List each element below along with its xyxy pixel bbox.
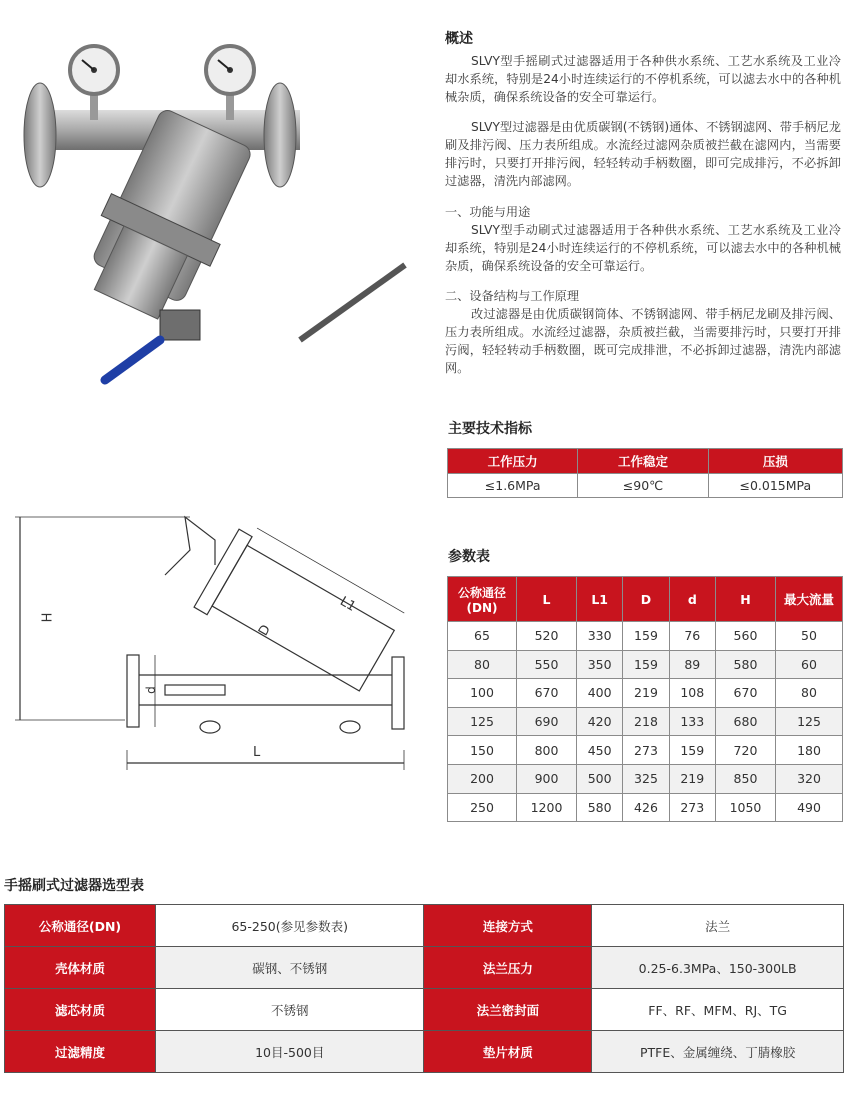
product-photo — [10, 40, 430, 400]
dim-label-L1: L1 — [337, 594, 359, 615]
table-cell: 450 — [577, 736, 623, 765]
section-2-title: 二、设备结构与工作原理 — [445, 289, 580, 303]
table-cell: 420 — [577, 707, 623, 736]
table-cell: 690 — [517, 707, 577, 736]
selection-label: 连接方式 — [424, 905, 592, 947]
table-cell: 89 — [669, 650, 715, 679]
section-1-body: SLVY型手动刷式过滤器适用于各种供水系统、工艺水系统及工业冷却系统，特别是24小时连续运行的不停机系统，可以滤去水中的各种机械杂质，确保系统设备的安全可靠运行。 — [445, 223, 841, 273]
table-cell: 159 — [623, 650, 669, 679]
table-row — [5, 989, 844, 1031]
spec-value-pressure: ≤1.6MPa — [448, 474, 578, 498]
table-cell: 133 — [669, 707, 715, 736]
param-header-dn: 公称通径(DN) — [448, 577, 517, 622]
overview-paragraph-1: SLVY型手摇刷式过滤器适用于各种供水系统、工艺水系统及工业冷却水系统，特别是24小时连续运行的不停机系统，可以滤去水中的各种机械杂质，确保系统设备的安全可靠运行。 — [445, 54, 841, 104]
specs-title: 主要技术指标 — [448, 421, 532, 437]
table-cell: 50 — [776, 622, 843, 651]
table-cell: 250 — [448, 793, 517, 822]
overview-heading: 概述 — [445, 31, 473, 47]
overview-paragraph-2: SLVY型过滤器是由优质碳钢(不锈钢)通体、不锈钢滤网、带手柄尼龙刷及排污阀、压力表所组成。水流经过滤网杂质被拦截在滤网内，当需要排污时，只要打开排污阀，轻轻转动手柄数圈，即可完成排污，不必拆卸过滤器，清洗内部滤网。 — [445, 120, 841, 188]
spec-value-loss: ≤0.015MPa — [708, 474, 842, 498]
table-cell: 219 — [669, 764, 715, 793]
table-cell: 400 — [577, 679, 623, 708]
table-cell: 426 — [623, 793, 669, 822]
table-cell: 580 — [715, 650, 775, 679]
table-cell: 60 — [776, 650, 843, 679]
table-cell: 273 — [669, 793, 715, 822]
table-row — [5, 905, 844, 947]
table-cell: 850 — [715, 764, 775, 793]
table-cell: 80 — [448, 650, 517, 679]
table-row — [448, 650, 843, 679]
dim-label-d: d — [143, 686, 158, 694]
spec-header-pressure: 工作压力 — [448, 449, 578, 474]
table-cell: 320 — [776, 764, 843, 793]
table-cell: 180 — [776, 736, 843, 765]
section-1-title: 一、功能与用途 — [445, 205, 531, 219]
table-cell: 330 — [577, 622, 623, 651]
selection-table — [4, 904, 844, 1073]
table-cell: 350 — [577, 650, 623, 679]
selection-label: 垫片材质 — [424, 1031, 592, 1073]
selection-label: 滤芯材质 — [5, 989, 156, 1031]
selection-value: 0.25-6.3MPa、150-300LB — [592, 947, 844, 989]
spec-header-temp: 工作稳定 — [578, 449, 708, 474]
section-2-body: 改过滤器是由优质碳钢筒体、不锈钢滤网、带手柄尼龙刷及排污阀、压力表所组成。水流经过滤器，杂质被拦截，当需要排污时，只要打开排污阀，轻轻转动手柄数圈，既可完成排泄，不必拆卸过滤器，清洗内部滤网。 — [445, 307, 841, 375]
table-cell: 273 — [623, 736, 669, 765]
table-cell: 670 — [517, 679, 577, 708]
selection-value: 法兰 — [592, 905, 844, 947]
selection-title: 手摇刷式过滤器选型表 — [4, 878, 144, 894]
param-header-d: d — [669, 577, 715, 622]
params-table — [447, 576, 843, 822]
table-row — [448, 622, 843, 651]
selection-label: 过滤精度 — [5, 1031, 156, 1073]
table-row — [448, 679, 843, 708]
param-header-L: L — [517, 577, 577, 622]
selection-label: 公称通径(DN) — [5, 905, 156, 947]
param-header-L1: L1 — [577, 577, 623, 622]
table-row — [448, 736, 843, 765]
table-cell: 670 — [715, 679, 775, 708]
table-cell: 100 — [448, 679, 517, 708]
table-cell: 550 — [517, 650, 577, 679]
table-row — [5, 947, 844, 989]
params-body — [448, 622, 843, 822]
table-cell: 200 — [448, 764, 517, 793]
param-header-D: D — [623, 577, 669, 622]
table-cell: 680 — [715, 707, 775, 736]
table-cell: 125 — [776, 707, 843, 736]
table-cell: 1200 — [517, 793, 577, 822]
table-cell: 560 — [715, 622, 775, 651]
table-cell: 520 — [517, 622, 577, 651]
spec-header-loss: 压损 — [708, 449, 842, 474]
selection-label: 法兰压力 — [424, 947, 592, 989]
table-cell: 219 — [623, 679, 669, 708]
table-cell: 580 — [577, 793, 623, 822]
selection-value: 不锈钢 — [156, 989, 424, 1031]
selection-value: 10目-500目 — [156, 1031, 424, 1073]
selection-value: FF、RF、MFM、RJ、TG — [592, 989, 844, 1031]
table-cell: 720 — [715, 736, 775, 765]
table-cell: 800 — [517, 736, 577, 765]
table-row — [448, 707, 843, 736]
table-cell: 76 — [669, 622, 715, 651]
table-cell: 150 — [448, 736, 517, 765]
table-cell: 125 — [448, 707, 517, 736]
table-row — [5, 1031, 844, 1073]
table-cell: 108 — [669, 679, 715, 708]
spec-value-temp: ≤90℃ — [578, 474, 708, 498]
params-title: 参数表 — [448, 549, 490, 565]
table-cell: 159 — [623, 622, 669, 651]
param-header-flow: 最大流量 — [776, 577, 843, 622]
table-row — [448, 793, 843, 822]
dim-label-L: L — [253, 745, 261, 760]
dim-label-H: H — [40, 612, 56, 623]
table-cell: 1050 — [715, 793, 775, 822]
selection-value: PTFE、金属缠绕、丁腈橡胶 — [592, 1031, 844, 1073]
table-cell: 900 — [517, 764, 577, 793]
dim-label-D: D — [256, 622, 275, 639]
table-row — [448, 764, 843, 793]
dimension-drawing — [15, 505, 435, 795]
table-cell: 65 — [448, 622, 517, 651]
selection-value: 65-250(参见参数表) — [156, 905, 424, 947]
table-cell: 325 — [623, 764, 669, 793]
table-cell: 80 — [776, 679, 843, 708]
selection-body — [5, 905, 844, 1073]
table-cell: 218 — [623, 707, 669, 736]
table-cell: 159 — [669, 736, 715, 765]
table-cell: 490 — [776, 793, 843, 822]
selection-label: 法兰密封面 — [424, 989, 592, 1031]
selection-label: 壳体材质 — [5, 947, 156, 989]
table-cell: 500 — [577, 764, 623, 793]
param-header-H: H — [715, 577, 775, 622]
specs-table — [447, 448, 843, 498]
selection-value: 碳钢、不锈钢 — [156, 947, 424, 989]
